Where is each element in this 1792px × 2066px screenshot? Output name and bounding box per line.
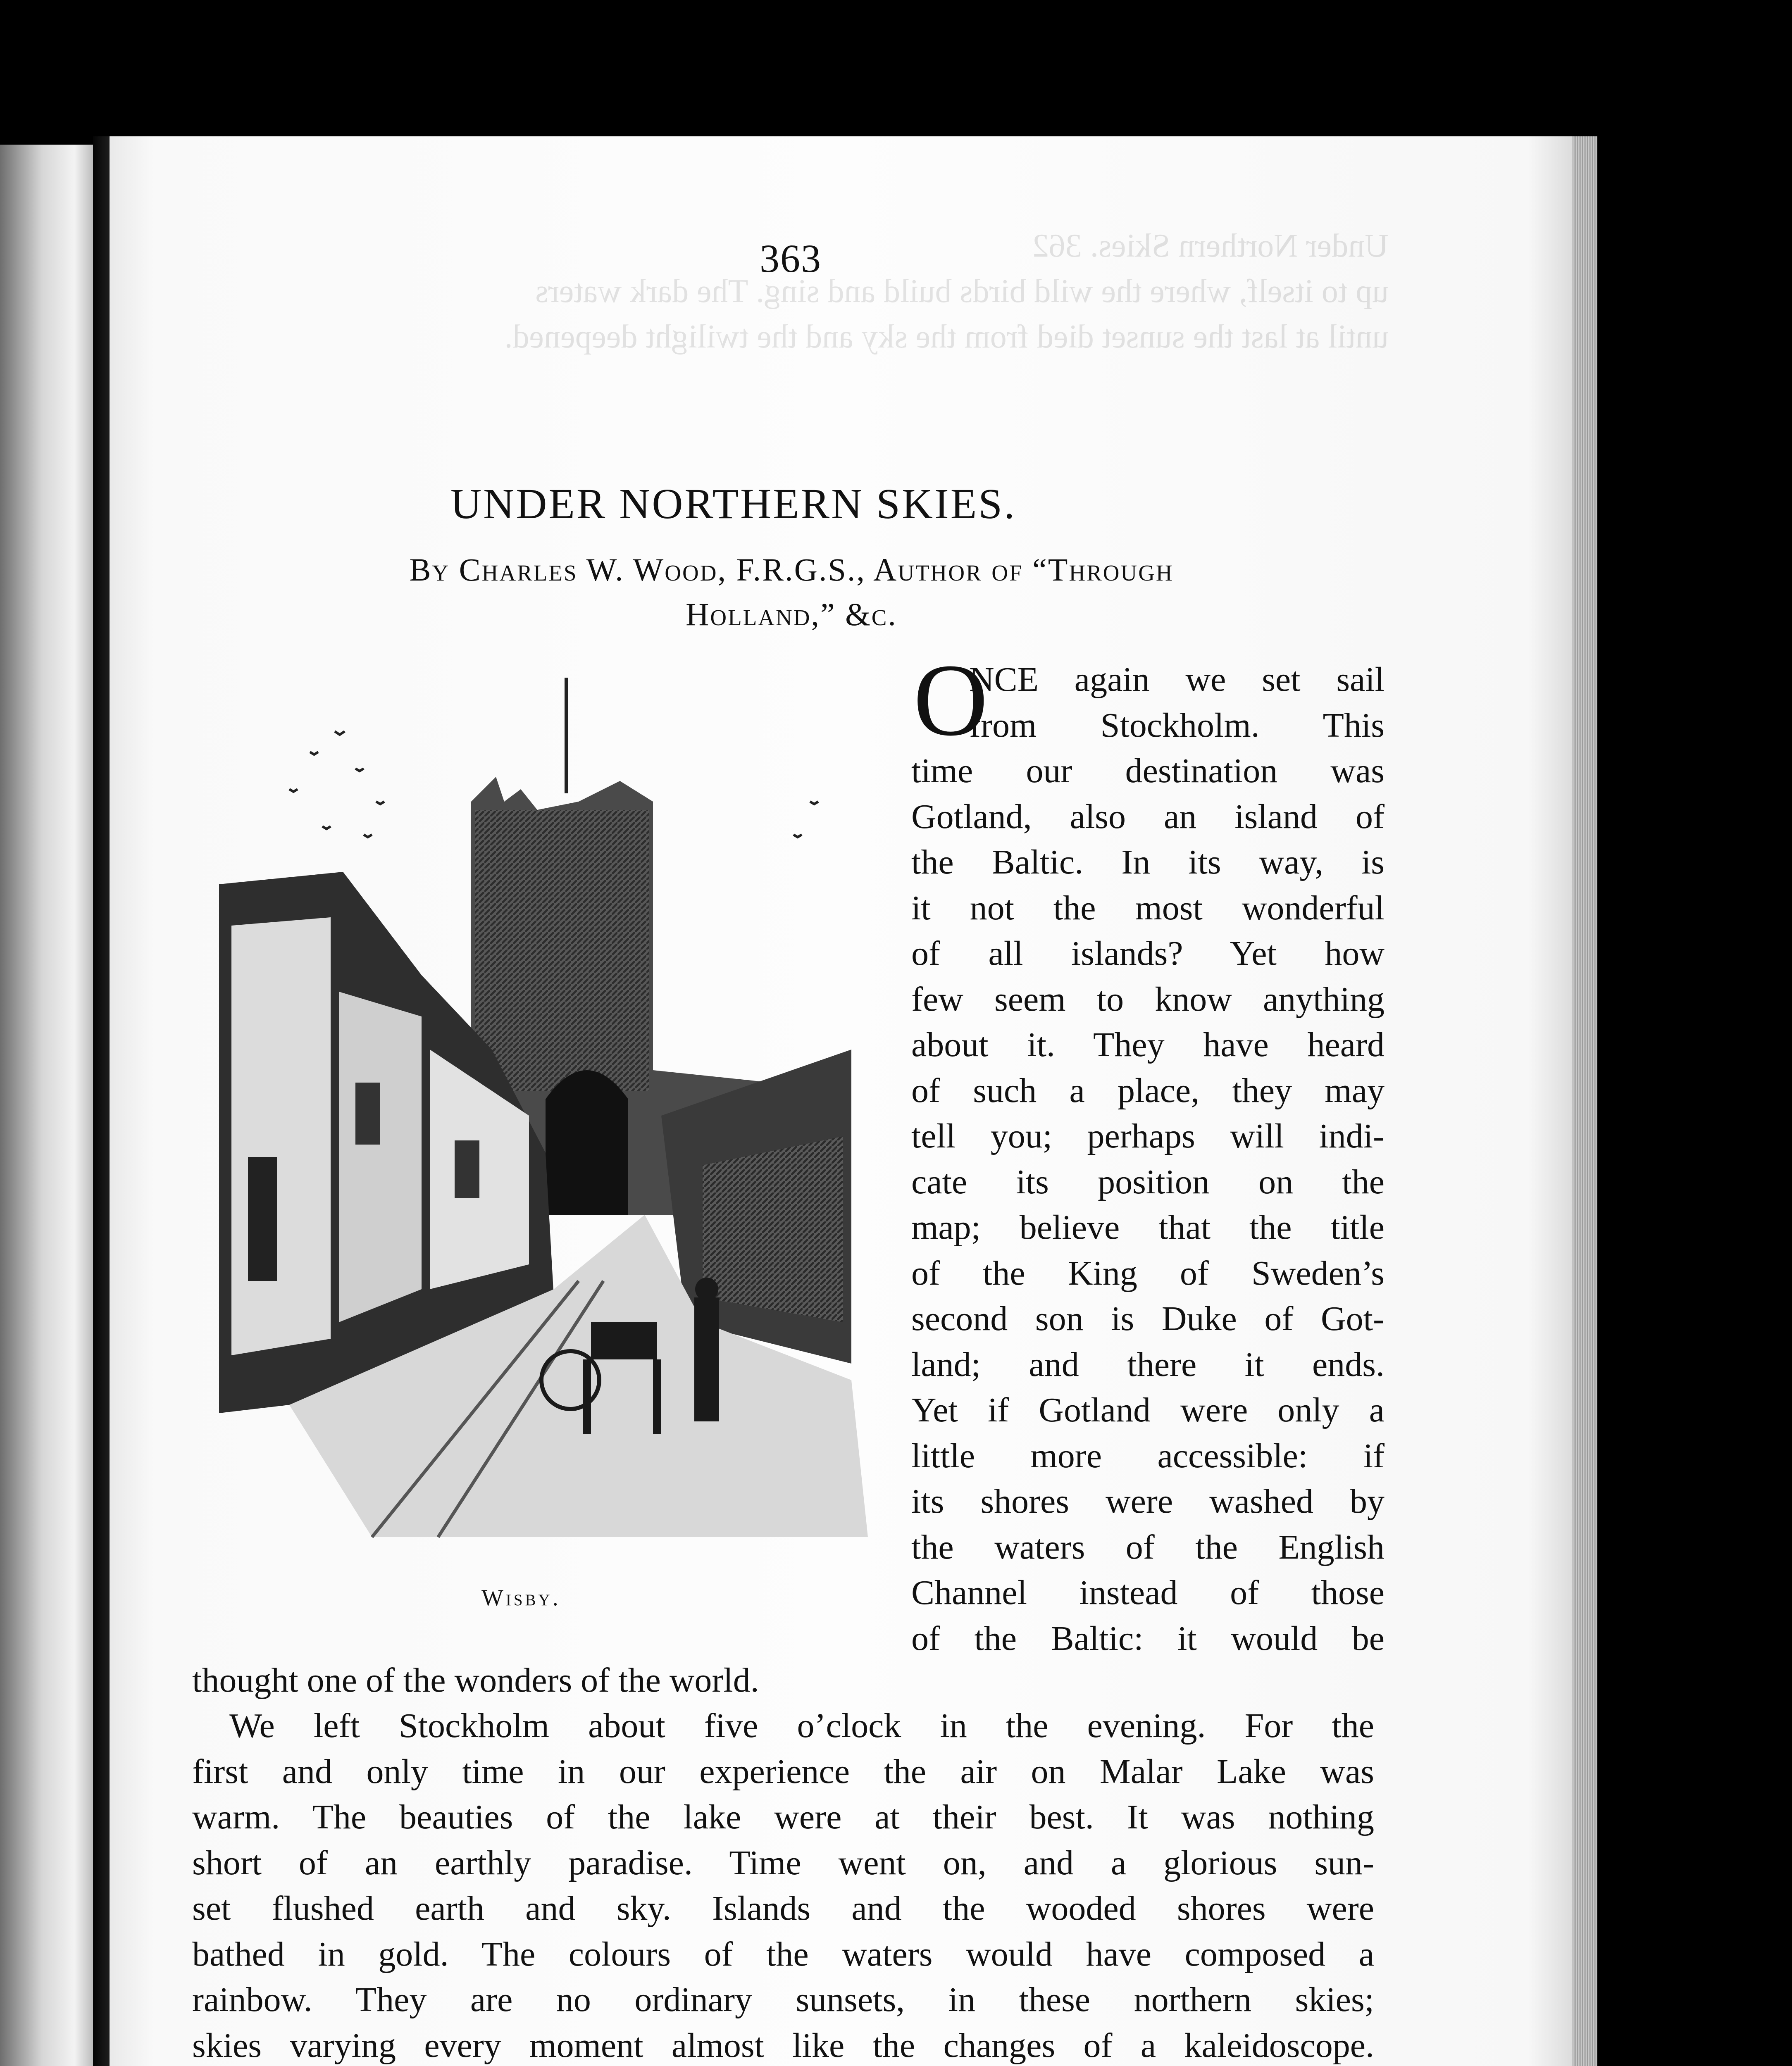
text-line: second son is Duke of Got-: [911, 1300, 1385, 1338]
text-line: of all islands? Yet how: [911, 934, 1385, 973]
byline: [298, 547, 1285, 637]
text-line: warm. The beauties of the lake were at their best. It was nothing: [192, 1798, 1374, 1836]
text-line: We left Stockholm about five o’clock in the evening. For the: [229, 1707, 1374, 1745]
text-line: set flushed earth and sky. Islands and the wooded shores were: [192, 1889, 1374, 1928]
text-line: Channel instead of those: [911, 1573, 1385, 1612]
text-line: tell you; perhaps will indi-: [911, 1117, 1385, 1155]
text-line: about it. They have heard: [911, 1026, 1385, 1064]
page-number: 363: [760, 236, 822, 281]
gate-archway: [546, 1070, 628, 1215]
book-gutter: [93, 136, 110, 2066]
page-stack-edge: [1573, 136, 1597, 2066]
continuation-line: thought one of the wonders of the world.: [192, 1661, 759, 1699]
text-line: the waters of the English: [911, 1528, 1385, 1566]
article-title: UNDER NORTHERN SKIES.: [450, 480, 1017, 528]
text-line: its shores were washed by: [911, 1482, 1385, 1521]
text-line: little more accessible: if: [911, 1436, 1385, 1475]
text-line: short of an earthly paradise. Time went on, and a glorious sun-: [192, 1843, 1374, 1882]
byline-line: By Charles W. Wood, F.R.G.S., Author of “Through: [409, 552, 1174, 588]
text-line: skies varying every moment almost like the changes of a kaleidoscope.: [192, 2026, 1374, 2065]
paragraph: [192, 1703, 1374, 2066]
show-through-text: Under Northern Skies. 362 up to itself, where the wild birds build and sing. The dark waters until at last the sunset died from the sky and the twilight deepened.: [504, 228, 1389, 355]
illustration-caption: Wisby.: [481, 1585, 561, 1611]
byline-line: Holland,” &c.: [686, 596, 897, 632]
text-line: the Baltic. In its way, is: [911, 843, 1385, 881]
text-line: Gotland, also an island of: [911, 797, 1385, 836]
text-line: time our destination was: [911, 752, 1385, 790]
text-line: of the Baltic: it would be: [911, 1619, 1385, 1658]
text-line: it not the most wonderful: [911, 888, 1385, 927]
text-line: few seem to know anything: [911, 980, 1385, 1019]
text-line: of such a place, they may: [911, 1071, 1385, 1110]
facing-page-edge: [0, 145, 93, 2066]
text-line: of the King of Sweden’s: [911, 1254, 1385, 1292]
text-line: NCE again we set sail: [969, 660, 1385, 699]
text-line: land; and there it ends.: [911, 1345, 1385, 1384]
text-line: Yet if Gotland were only a: [911, 1391, 1385, 1429]
wrapped-column-text: [911, 657, 1385, 1661]
text-line: bathed in gold. The colours of the waters would have composed a: [192, 1935, 1374, 1973]
drop-cap: O: [913, 643, 988, 757]
text-line: first and only time in our experience the air on Malar Lake was: [192, 1752, 1374, 1791]
wisby-engraving: [207, 678, 884, 1570]
text-line: rainbow. They are no ordinary sunsets, in these northern skies;: [192, 1980, 1374, 2019]
text-line: cate its position on the: [911, 1162, 1385, 1201]
text-line: map; believe that the title: [911, 1208, 1385, 1247]
text-line: from Stockholm. This: [969, 706, 1385, 745]
